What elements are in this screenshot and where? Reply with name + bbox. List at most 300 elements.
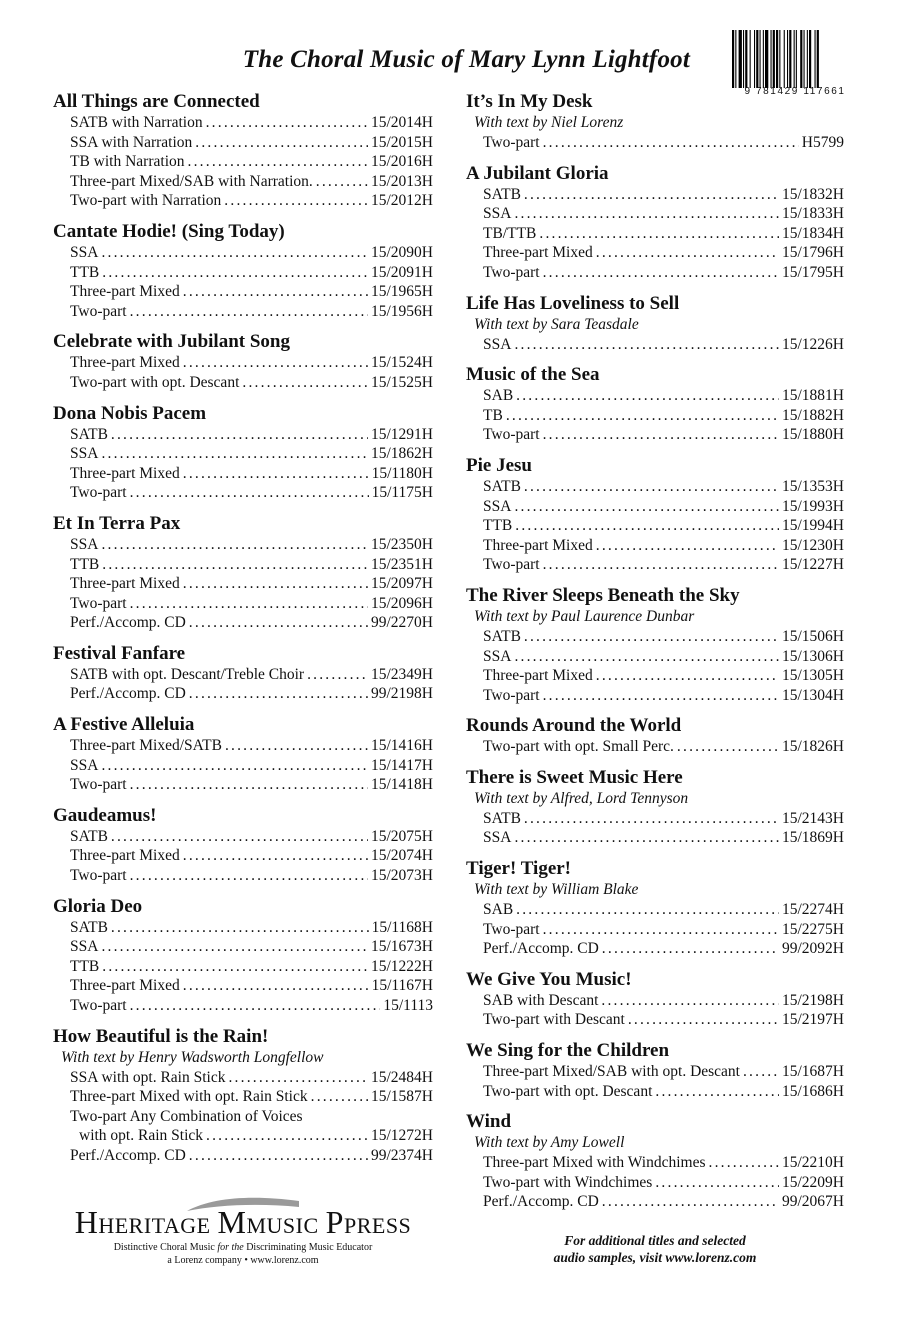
entry-code: 15/2097H (371, 575, 433, 593)
title-section-how-beautiful-is-the-rain (53, 1025, 433, 1166)
dot-leader (228, 1068, 368, 1088)
entry-code: 15/1227H (782, 556, 844, 574)
entry-row (466, 647, 844, 667)
entry-label: SATB with Narration (70, 114, 203, 131)
entry-code: 15/1417H (371, 756, 433, 774)
dot-leader (514, 647, 779, 667)
title-section-tiger-tiger (466, 857, 844, 959)
dot-leader (130, 594, 368, 614)
entry-row (466, 1010, 844, 1030)
entry-row (53, 937, 433, 957)
section-title: Celebrate with Jubilant Song (53, 331, 290, 353)
dot-leader (101, 444, 368, 464)
dot-leader (183, 464, 369, 484)
dot-leader (111, 827, 368, 847)
entry-row (466, 991, 844, 1011)
entry-row (466, 939, 844, 959)
title-section-the-river-sleeps-beneath-the-sky (466, 584, 844, 705)
entry-row (53, 282, 433, 302)
entry-code: 15/1833H (782, 205, 844, 223)
entry-label: TTB (70, 555, 100, 573)
section-title: The River Sleeps Beneath the Sky (466, 584, 740, 606)
entry-row (53, 444, 433, 464)
dot-leader (101, 937, 368, 957)
section-subtitle: With text by Alfred, Lord Tennyson (474, 789, 689, 807)
entry-code: 15/1965H (371, 283, 433, 301)
entry-label: Perf./Accomp. CD (483, 1193, 599, 1211)
entry-label: SSA (70, 445, 99, 463)
entry-row (53, 191, 433, 211)
dot-leader (524, 185, 779, 205)
footer-note-line-1: For additional titles and selected (564, 1233, 746, 1248)
entry-label: Two-part (483, 556, 540, 574)
entry-code: 15/1272H (371, 1127, 433, 1145)
entry-code: 15/2015H (371, 133, 433, 151)
entry-label: Perf./Accomp. CD (70, 1146, 186, 1164)
entry-code: 15/1113 (383, 997, 433, 1014)
entry-row (466, 243, 844, 263)
entry-label: Two-part (70, 484, 127, 502)
entry-row (53, 373, 433, 393)
entry-label: Perf./Accomp. CD (70, 685, 186, 703)
title-section-dona-nobis-pacem (53, 402, 433, 503)
entry-code: 15/2210H (782, 1154, 844, 1172)
entry-label: SAB with Descant (483, 991, 599, 1009)
entry-label: SATB (483, 477, 521, 495)
entry-code: 15/1222H (371, 957, 433, 975)
entry-code: 15/1686H (782, 1082, 844, 1100)
entry-label: Two-part (483, 263, 540, 281)
entry-row (53, 1068, 433, 1088)
dot-leader (506, 406, 779, 426)
section-subtitle: With text by Niel Lorenz (474, 114, 624, 131)
entry-code: 15/2349H (371, 665, 433, 683)
entry-code: 15/2090H (371, 243, 433, 261)
dot-leader (130, 866, 368, 886)
section-title: How Beautiful is the Rain! (53, 1025, 269, 1047)
entry-code: 15/2016H (371, 153, 433, 171)
entry-row (466, 809, 844, 829)
entry-label: Two-part with opt. Small Perc. (483, 738, 674, 756)
dot-leader (183, 282, 368, 302)
entry-label: SATB (70, 827, 108, 845)
entry-row (466, 666, 844, 686)
entry-label: SATB (70, 918, 108, 936)
dot-leader (677, 737, 779, 757)
title-section-a-jubilant-gloria (466, 162, 844, 283)
entry-row (53, 736, 433, 756)
entry-code: 15/2073H (371, 867, 433, 885)
section-title: Life Has Loveliness to Sell (466, 292, 680, 314)
entry-code: 15/1180H (371, 464, 433, 482)
entry-label: Three-part Mixed (70, 847, 180, 865)
title-section-gloria-deo (53, 895, 433, 1016)
entry-row (466, 627, 844, 647)
dot-leader (189, 613, 368, 633)
dot-leader (195, 133, 368, 153)
section-title: Rounds Around the World (466, 715, 682, 737)
entry-row (53, 535, 433, 555)
dot-leader (628, 1010, 779, 1030)
publisher-name-3: PRESS (343, 1213, 412, 1238)
section-title: We Sing for the Children (466, 1040, 670, 1062)
title-section-all-things-are-connected (53, 90, 433, 211)
entry-row (53, 353, 433, 373)
entry-row (466, 1173, 844, 1193)
entry-code: 15/1882H (782, 406, 844, 424)
dot-leader (102, 957, 368, 977)
entry-code: 15/1881H (782, 387, 844, 405)
entry-row (466, 1192, 844, 1212)
entry-row (53, 464, 433, 484)
barcode-number: 9 781429 117661 (744, 86, 846, 97)
entry-code: 15/2012H (371, 192, 433, 210)
entry-label: Three-part Mixed (70, 354, 180, 372)
entry-row (53, 133, 433, 153)
entry-label: Two-part with Descant (483, 1011, 625, 1029)
entry-label: Three-part Mixed (70, 977, 180, 995)
dot-leader (543, 425, 779, 445)
entry-label: Two-part with opt. Descant (483, 1082, 653, 1100)
entry-code: 15/1168H (371, 918, 433, 936)
section-title: A Jubilant Gloria (466, 162, 609, 184)
dot-leader (183, 976, 369, 996)
entry-code: 15/2143H (782, 809, 844, 827)
entry-code: 15/1506H (782, 627, 844, 645)
entry-code: 15/2075H (371, 827, 433, 845)
entry-label: Three-part Mixed (70, 283, 180, 301)
entry-label: SSA with opt. Rain Stick (70, 1068, 226, 1086)
dot-leader (102, 555, 368, 575)
dot-leader (225, 736, 368, 756)
title-section-we-sing-for-the-children (466, 1039, 844, 1101)
section-title: Dona Nobis Pacem (53, 402, 207, 424)
section-subtitle: With text by William Blake (474, 881, 639, 899)
dot-leader (224, 191, 368, 211)
entry-row (466, 516, 844, 536)
title-section-there-is-sweet-music-here (466, 766, 844, 848)
tagline-post: Discriminating Music Educator (246, 1242, 373, 1253)
entry-row (53, 684, 433, 704)
entry-label: Two-part (483, 686, 540, 704)
dot-leader (596, 666, 779, 686)
dot-leader (102, 263, 368, 283)
entry-row (53, 756, 433, 776)
entry-row (466, 386, 844, 406)
dot-leader (655, 1173, 779, 1193)
entry-code: 15/2198H (782, 991, 844, 1009)
entry-label: SSA (483, 497, 512, 515)
section-subtitle: With text by Sara Teasdale (474, 315, 639, 333)
entry-label: Three-part Mixed (483, 667, 593, 685)
title-section-wind (466, 1110, 844, 1212)
section-subtitle: With text by Paul Laurence Dunbar (474, 607, 695, 625)
entry-row (466, 477, 844, 497)
dot-leader (539, 224, 779, 244)
dot-leader (111, 918, 369, 938)
entry-label: SSA (483, 647, 512, 665)
dot-leader (189, 684, 368, 704)
footer-note-line-2: audio samples, visit www.lorenz.com (553, 1250, 757, 1265)
footer-note (466, 1232, 844, 1266)
entry-code: 15/1416H (371, 737, 433, 755)
entry-code: 15/1587H (371, 1088, 433, 1106)
entry-code: 15/1673H (371, 938, 433, 956)
dot-leader (602, 1192, 779, 1212)
entry-row (53, 483, 433, 503)
entry-row (466, 536, 844, 556)
tagline-italic: for the (217, 1242, 244, 1253)
section-title: Tiger! Tiger! (466, 858, 572, 880)
entry-code: 15/1862H (371, 445, 433, 463)
entry-row (466, 425, 844, 445)
section-title: Wind (466, 1111, 512, 1133)
entry-label: Three-part Mixed/SATB (70, 737, 222, 755)
title-section-festival-fanfare (53, 642, 433, 704)
entry-label: with opt. Rain Stick (79, 1127, 203, 1145)
title-section-pie-jesu (466, 454, 844, 575)
entry-label: SAB (483, 387, 514, 405)
dot-leader (543, 555, 779, 575)
entry-code: 99/2374H (371, 1146, 433, 1164)
entry-row (53, 152, 433, 172)
entry-row (466, 1082, 844, 1102)
entry-label: Two-part with Narration (70, 192, 222, 210)
entry-code: 15/2013H (371, 172, 433, 190)
entry-label: Three-part Mixed with Windchimes (483, 1154, 706, 1172)
publisher-company-line: a Lorenz company • www.lorenz.com (167, 1255, 319, 1266)
entry-row (53, 243, 433, 263)
entry-label: Two-part (70, 997, 127, 1014)
entry-code: 15/1880H (782, 426, 844, 444)
dot-leader (130, 775, 368, 795)
entry-row (466, 1062, 844, 1082)
dot-leader (516, 386, 779, 406)
publisher-name-1: HERITAGE (98, 1213, 211, 1238)
dot-leader (189, 1146, 368, 1166)
entry-code: 15/1525H (371, 373, 433, 391)
entry-label: SSA (70, 756, 99, 774)
entry-code: 15/2209H (782, 1173, 844, 1191)
section-title: We Give You Music! (466, 968, 632, 990)
entry-label: Three-part Mixed (483, 244, 593, 262)
entry-row (53, 425, 433, 445)
dot-leader (111, 425, 368, 445)
entry-label: Two-part (70, 867, 127, 885)
dot-leader (524, 477, 779, 497)
entry-code: 15/1305H (782, 667, 844, 685)
section-title: Cantate Hodie! (Sing Today) (53, 220, 285, 242)
entry-label: SSA (70, 243, 99, 261)
entry-row (53, 957, 433, 977)
dot-leader (183, 846, 368, 866)
entry-label: SSA (483, 829, 512, 847)
entry-row (53, 866, 433, 886)
dot-leader (543, 263, 779, 283)
entry-row (53, 263, 433, 283)
entry-code: 15/1795H (782, 263, 844, 281)
entry-label: TB/TTB (483, 224, 537, 242)
dot-leader (311, 1087, 368, 1107)
entry-label: Two-part Any Combination of Voices (70, 1107, 303, 1125)
dot-leader (602, 939, 779, 959)
entry-code: 15/1291H (371, 425, 433, 443)
entry-row (53, 976, 433, 996)
title-section-celebrate-with-jubilant-song (53, 330, 433, 392)
left-column (53, 90, 433, 1175)
entry-code: 15/1687H (782, 1063, 844, 1081)
entry-code: 15/1994H (782, 517, 844, 535)
section-title: Gloria Deo (53, 895, 143, 917)
dot-leader (655, 1082, 779, 1102)
dot-leader (743, 1062, 779, 1082)
entry-code: 15/2091H (371, 263, 433, 281)
dot-leader (183, 353, 368, 373)
entry-code: 15/2351H (371, 555, 433, 573)
dot-leader (316, 172, 368, 192)
entry-row (53, 665, 433, 685)
entry-code: 15/1524H (371, 354, 433, 372)
entry-code: 15/2350H (371, 535, 433, 553)
entry-code: 15/2274H (782, 901, 844, 919)
entry-code: H5799 (801, 134, 844, 151)
title-section-gaudeamus (53, 804, 433, 886)
section-subtitle: With text by Amy Lowell (474, 1134, 625, 1152)
entry-label: Two-part (70, 302, 127, 320)
entry-label: Two-part (483, 134, 540, 151)
publisher-tagline (53, 1241, 433, 1254)
publisher-name-2: MUSIC (246, 1213, 319, 1238)
entry-label: Two-part (483, 920, 540, 938)
dot-leader (543, 133, 799, 153)
entry-row (466, 497, 844, 517)
entry-row (53, 1087, 433, 1107)
dot-leader (188, 152, 368, 172)
entry-code: 99/2270H (371, 614, 433, 632)
entry-label: SSA (483, 335, 512, 353)
dot-leader (242, 373, 368, 393)
dot-leader (307, 665, 368, 685)
entry-row (53, 613, 433, 633)
entry-code: 15/1834H (782, 224, 844, 242)
entry-row (466, 133, 844, 153)
entry-row (53, 846, 433, 866)
section-title: Festival Fanfare (53, 642, 186, 664)
dot-leader (101, 243, 368, 263)
dot-leader (709, 1153, 780, 1173)
tagline-pre: Distinctive Choral Music (113, 1242, 215, 1253)
dot-leader (543, 920, 779, 940)
dot-leader (183, 574, 368, 594)
entry-label: SATB (483, 627, 521, 645)
title-section-life-has-loveliness-to-sell (466, 292, 844, 355)
title-section-rounds-around-the-world (466, 714, 844, 757)
entry-label: SATB (483, 809, 521, 827)
entry-label: Three-part Mixed (70, 575, 180, 593)
entry-row (466, 185, 844, 205)
section-title: Music of the Sea (466, 364, 600, 386)
entry-label: Perf./Accomp. CD (483, 940, 599, 958)
section-title: All Things are Connected (53, 91, 260, 112)
dot-leader (514, 335, 779, 355)
section-title: A Festive Alleluia (53, 714, 195, 736)
entry-label: SATB (483, 185, 521, 203)
barcode-bars (730, 30, 860, 88)
entry-code: 99/2198H (371, 685, 433, 703)
entry-label: Two-part with Windchimes (483, 1173, 653, 1191)
entry-row (53, 574, 433, 594)
entry-label: SSA (70, 535, 99, 553)
entry-label: Three-part Mixed/SAB with Narration. (70, 172, 313, 190)
dot-leader (596, 536, 779, 556)
title-section-et-in-terra-pax (53, 512, 433, 633)
entry-code: 15/2096H (371, 594, 433, 612)
entry-code: 15/2014H (371, 114, 433, 131)
dot-leader (130, 302, 368, 322)
entry-row (53, 172, 433, 192)
entry-code: 15/1306H (782, 647, 844, 665)
entry-label: TTB (70, 263, 100, 281)
entry-row (466, 686, 844, 706)
entry-label: TTB (483, 517, 513, 535)
entry-label: Two-part (70, 776, 127, 794)
entry-label: Three-part Mixed (70, 464, 180, 482)
entry-row (53, 775, 433, 795)
section-title: It’s In My Desk (466, 91, 593, 112)
entry-code: 15/1167H (371, 977, 433, 995)
title-section-we-give-you-music (466, 968, 844, 1030)
dot-leader (543, 686, 779, 706)
entry-row (53, 302, 433, 322)
entry-label: Three-part Mixed with opt. Rain Stick (70, 1088, 308, 1106)
title-section-a-festive-alleluia (53, 713, 433, 795)
entry-row (466, 737, 844, 757)
dot-leader (130, 996, 381, 1016)
entry-code: 15/1796H (782, 244, 844, 262)
entry-row (53, 918, 433, 938)
section-title: Et In Terra Pax (53, 512, 181, 534)
entry-label: TTB (70, 957, 100, 975)
entry-code: 15/1304H (782, 686, 844, 704)
dot-leader (206, 1126, 368, 1146)
entry-label: SSA (483, 205, 512, 223)
entry-row (466, 828, 844, 848)
section-title: Gaudeamus! (53, 804, 157, 826)
dot-leader (514, 204, 779, 224)
entry-code: 15/1826H (782, 738, 844, 756)
publisher-name: HHERITAGE MMUSIC PPRESS (74, 1204, 412, 1240)
entry-label: SSA with Narration (70, 133, 193, 151)
entry-row (466, 406, 844, 426)
entry-code: 99/2067H (782, 1193, 844, 1211)
section-title: There is Sweet Music Here (466, 766, 683, 788)
right-column (466, 90, 844, 1221)
entry-label: SAB (483, 901, 514, 919)
entry-code: 99/2092H (782, 940, 844, 958)
entry-label: Two-part (70, 594, 127, 612)
dot-leader (515, 516, 779, 536)
dot-leader (524, 627, 779, 647)
dot-leader (130, 483, 369, 503)
title-section-music-of-the-sea (466, 363, 844, 445)
entry-row (466, 204, 844, 224)
entry-code: 15/2074H (371, 847, 433, 865)
entry-row (53, 996, 433, 1016)
entry-code: 15/2484H (371, 1068, 433, 1086)
dot-leader (516, 900, 779, 920)
entry-label: Three-part Mixed (483, 536, 593, 554)
entry-row (53, 594, 433, 614)
